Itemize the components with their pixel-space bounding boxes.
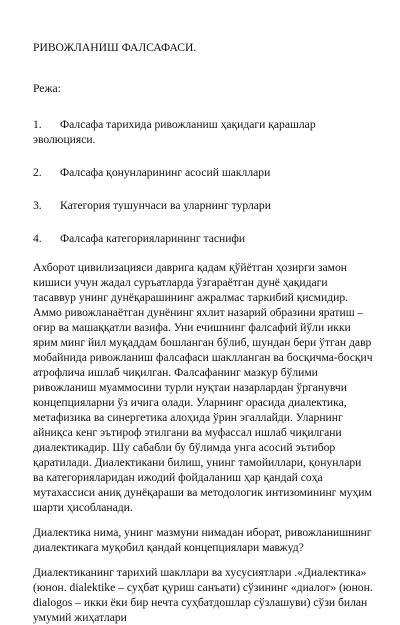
plan-item-text: Категория тушунчаси ва уларнинг турлари	[60, 199, 271, 212]
plan-item-text: Фалсафа тарихида ривожланиш ҳақидаги қарашлар эволюцияси.	[33, 118, 316, 146]
body-paragraph-history: Диалектиканинг тарихий шакллари ва хусусиятлари .«Диалектика» (юнон. dialektike – суҳбат қуриш санъати) сўзининг «диалог» (юнон. dialogos – икки ёки бир нечта суҳбатдошлар сўзлашуви) сўзи билан умумий жиҳатлари	[33, 566, 373, 624]
plan-item-number: 1.	[33, 118, 42, 131]
plan-item-text: Фалсафа қонунларининг асосий шакллари	[60, 166, 271, 179]
plan-item-1	[33, 117, 373, 147]
plan-list	[33, 117, 373, 246]
plan-item-number: 4.	[33, 232, 42, 245]
plan-item-text: Фалсафа категорияларининг таснифи	[60, 232, 246, 245]
plan-item-4	[33, 231, 373, 246]
body-paragraph-intro: Ахборот цивилизацияси даврига қадам қўйётган ҳозирги замон кишиси учун жадал суръатларда ўзгараётган дунё ҳақидаги тасаввур унинг дунёқарашининг ажралмас таркибий қисмидир. Аммо ривожланаётган дунёнинг яхлит назарий образини яратиш – оғир ва машаққатли вазифа. Уни ечишнинг фалсафий йўли икки ярим минг йил муқаддам бошланган бўлиб, шундан бери ўтган давр мобайнида ривожланиш фалсафаси шаклланган ва босқичма-босқич атрофлича ишлаб чиқилган. Фалсафанинг мазкур бўлими ривожланиш муаммосини турли нуқтаи назарлардан ўрганувчи концепцияларни ўз ичига олади. Уларнинг орасида диалектика, метафизика ва синергетика алоҳида ўрин эгаллайди. Уларнинг айниқса кенг эътироф этилгани ва муфассал ишлаб чиқилгани диалектикадир. Шу сабабли бу бўлимда унга асосий эътибор қаратилади. Диалектикани билиш, унинг тамойиллари, қонунлари ва категорияларидан ижодий фойдаланиш ҳар қандай соҳа мутахассиси аниқ дунёқараши ва методологик интизомининг муҳим шарти ҳисобланади.	[33, 261, 373, 514]
plan-item-number: 2.	[33, 166, 42, 179]
plan-label: Режа:	[33, 82, 61, 95]
body-paragraph-question: Диалектика нима, унинг мазмуни нимадан иборат, ривожланишнинг диалектикага муқобил қандай концепциялари мавжуд?	[33, 526, 372, 554]
plan-item-number: 3.	[33, 199, 42, 212]
plan-item-2	[33, 165, 373, 180]
plan-item-3	[33, 198, 373, 213]
document-title: РИВОЖЛАНИШ ФАЛСАФАСИ.	[33, 41, 197, 54]
